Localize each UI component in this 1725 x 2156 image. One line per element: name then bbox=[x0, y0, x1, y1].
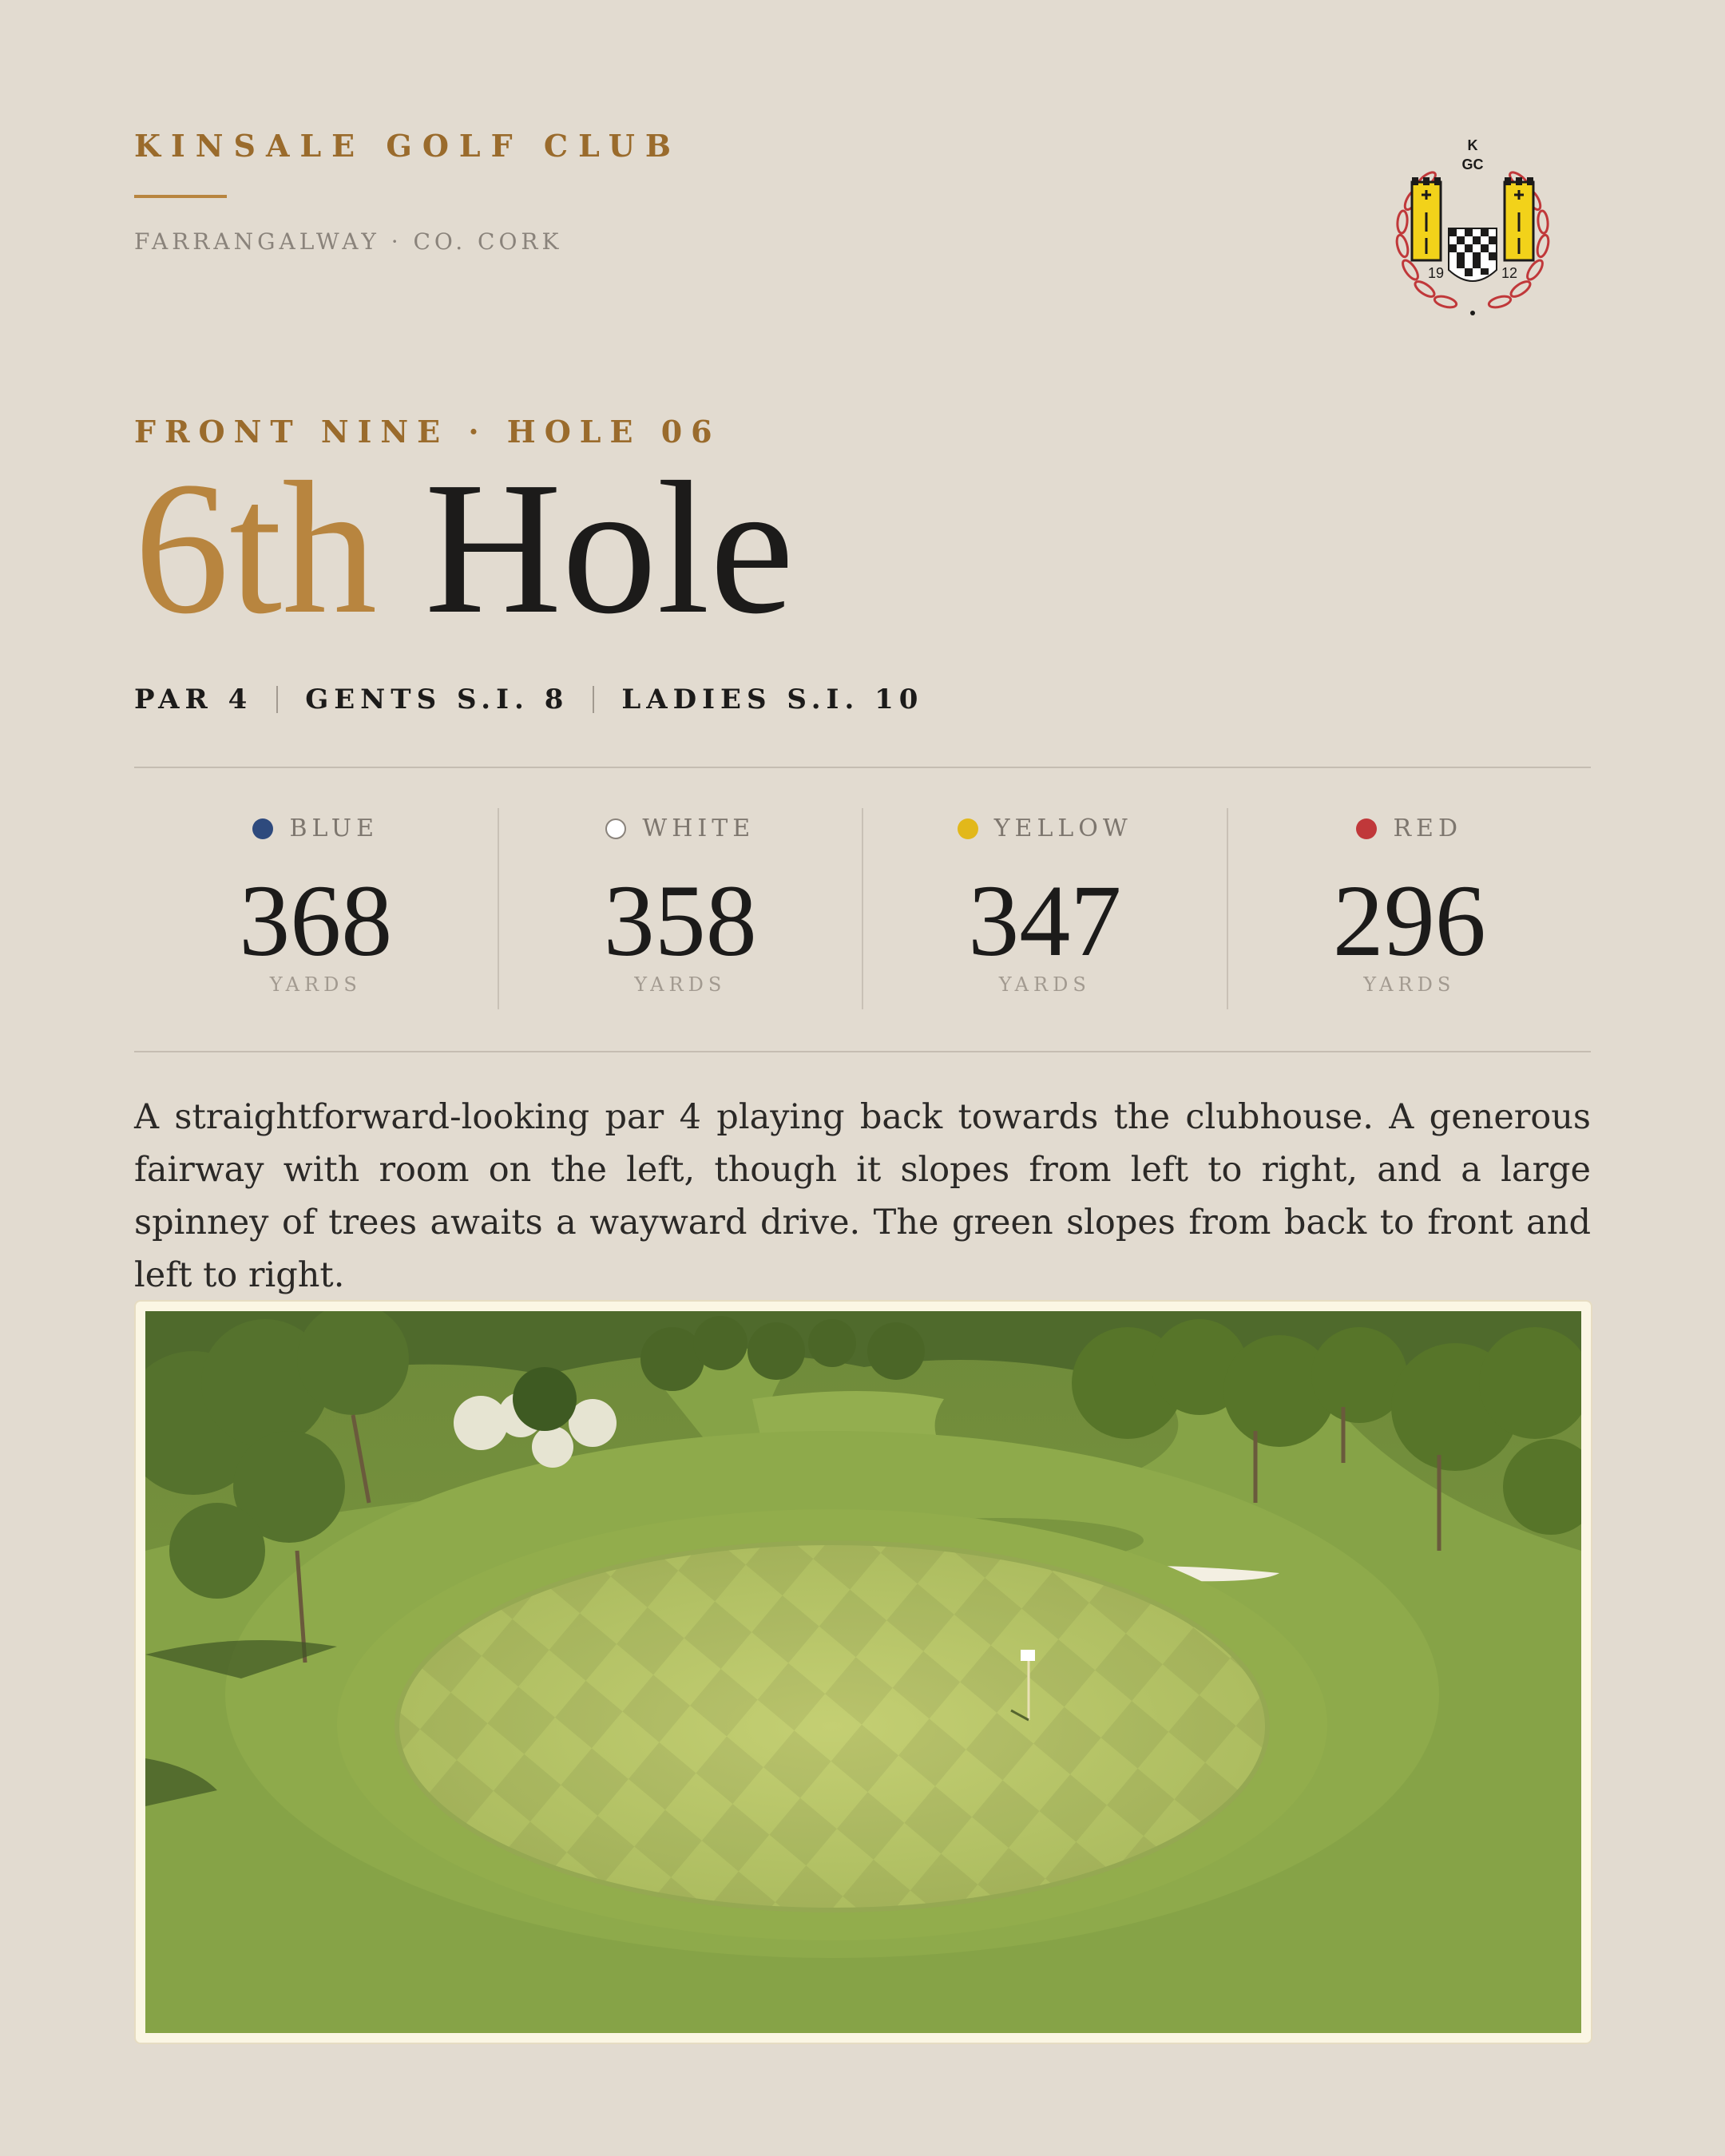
tee-label: YELLOW bbox=[993, 814, 1132, 842]
tee-yards-value: 358 bbox=[603, 864, 757, 977]
tee-yards-value: 347 bbox=[968, 864, 1122, 977]
tee-label: WHITE bbox=[642, 814, 755, 842]
club-name-underline bbox=[134, 195, 227, 198]
hole-title-number: 6th bbox=[134, 443, 378, 653]
svg-text:K: K bbox=[1467, 137, 1478, 153]
tee-blue bbox=[134, 808, 498, 1009]
hole-description: A straightforward-looking par 4 playing back towards the clubhouse. A generous fairway with room on the left, though it slopes from left to right, and a large spinney of trees awaits a wayward drive. The green slopes from back to front and left to right. bbox=[134, 1097, 1591, 1295]
tee-white bbox=[498, 808, 862, 1009]
tee-label: RED bbox=[1393, 814, 1463, 842]
gents-stroke-index: GENTS S.I. 8 bbox=[305, 684, 569, 715]
svg-text:GC: GC bbox=[1461, 157, 1484, 172]
hole-eyebrow: FRONT NINE · HOLE 06 bbox=[134, 414, 721, 450]
club-crest-logo bbox=[1370, 128, 1575, 332]
tee-yellow bbox=[862, 808, 1227, 1009]
divider bbox=[276, 686, 278, 713]
tee-yards-value: 296 bbox=[1332, 864, 1486, 977]
tee-yardages bbox=[134, 808, 1591, 1009]
divider bbox=[134, 1051, 1591, 1052]
tee-color-dot-yellow bbox=[958, 818, 978, 839]
divider bbox=[134, 767, 1591, 768]
club-name: KINSALE GOLF CLUB bbox=[134, 128, 681, 164]
ladies-stroke-index: LADIES S.I. 10 bbox=[621, 684, 924, 715]
tee-yards-unit: YARDS bbox=[998, 973, 1091, 996]
tee-color-dot-red bbox=[1356, 818, 1377, 839]
divider bbox=[593, 686, 594, 713]
tee-label: BLUE bbox=[289, 814, 379, 842]
tee-yards-value: 368 bbox=[239, 864, 393, 977]
tee-yards-unit: YARDS bbox=[1363, 973, 1456, 996]
svg-text:19: 19 bbox=[1427, 265, 1445, 281]
tee-color-dot-blue bbox=[252, 818, 273, 839]
svg-text:12: 12 bbox=[1501, 265, 1518, 281]
hole-title bbox=[134, 443, 795, 653]
tee-red bbox=[1227, 808, 1592, 1009]
tee-yards-unit: YARDS bbox=[269, 973, 362, 996]
tee-color-dot-white bbox=[605, 818, 626, 839]
hole-aerial-photo bbox=[145, 1311, 1581, 2033]
club-location: FARRANGALWAY · CO. CORK bbox=[134, 228, 563, 255]
par-value: PAR 4 bbox=[134, 684, 253, 715]
hole-par-line bbox=[134, 682, 923, 717]
hole-title-word: Hole bbox=[424, 443, 795, 653]
tee-yards-unit: YARDS bbox=[634, 973, 727, 996]
